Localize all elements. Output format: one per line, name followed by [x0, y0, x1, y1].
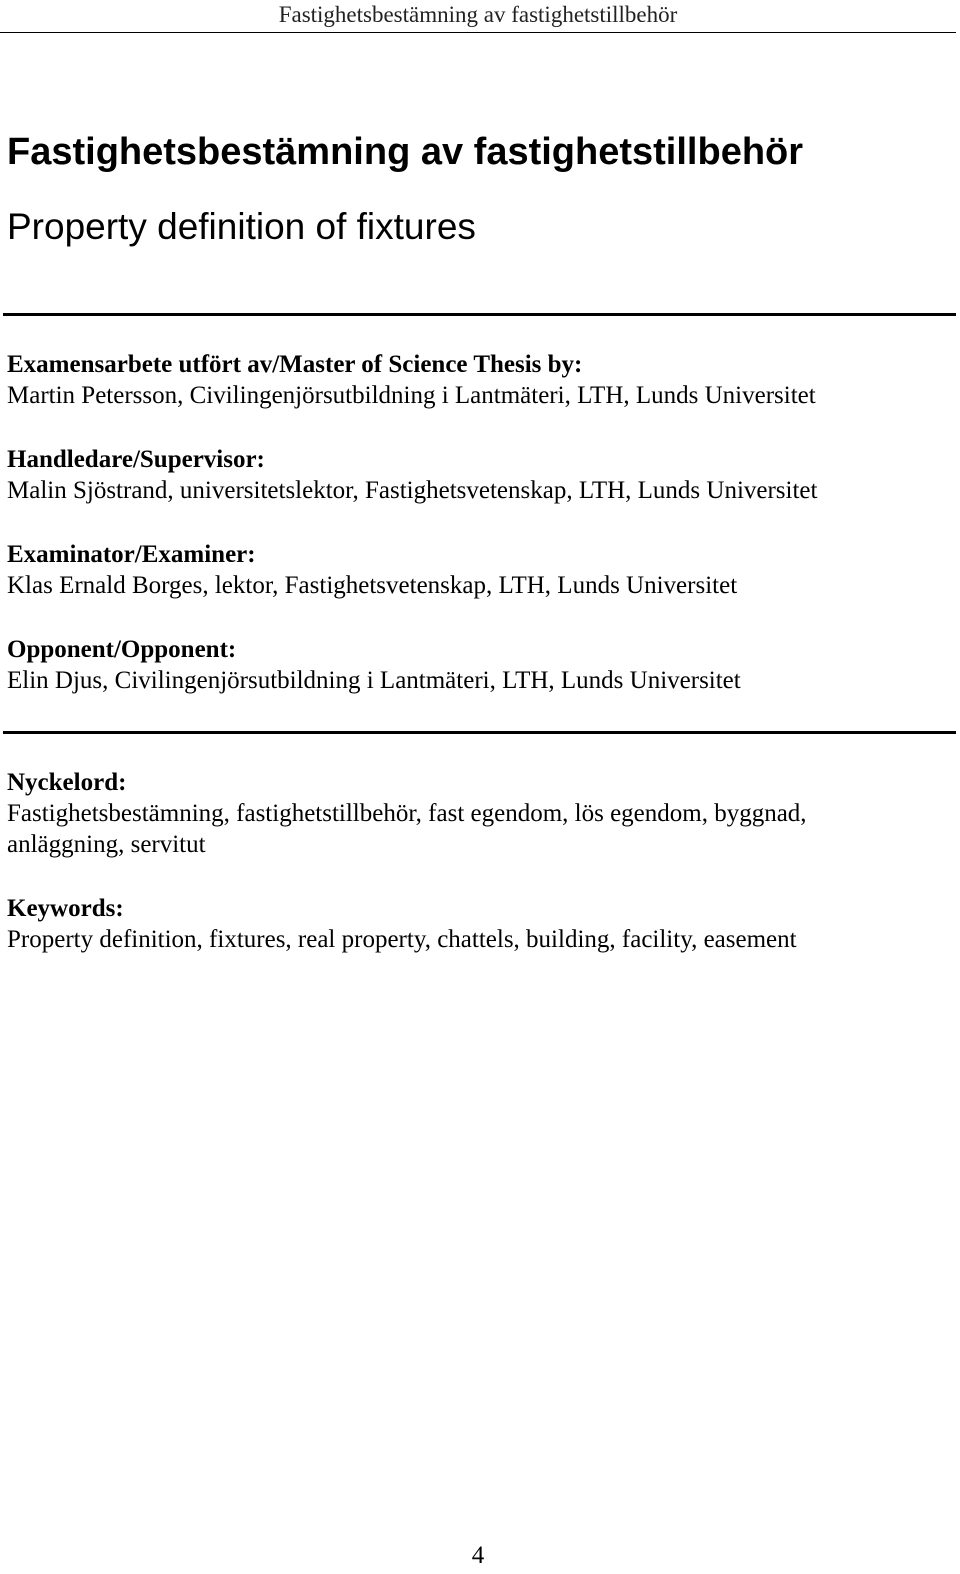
swedish-keywords-value: Fastighetsbestämning, fastighetstillbehör, fast egendom, lös egendom, byggnad, anläggning, servitut: [7, 800, 807, 858]
supervisor-label: Handledare/Supervisor:: [7, 446, 265, 473]
english-keywords-label: Keywords:: [7, 895, 124, 922]
author-label: Examensarbete utfört av/Master of Science Thesis by:: [7, 351, 583, 378]
supervisor-value: Malin Sjöstrand, universitetslektor, Fastighetsvetenskap, LTH, Lunds Universitet: [7, 477, 818, 504]
opponent-value: Elin Djus, Civilingenjörsutbildning i Lantmäteri, LTH, Lunds Universitet: [7, 667, 741, 694]
document-title-english: Property definition of fixtures: [7, 206, 476, 247]
opponent-section: [7, 634, 947, 696]
top-divider: [3, 313, 956, 316]
english-keywords-value: Property definition, fixtures, real property, chattels, building, facility, easement: [7, 926, 797, 953]
author-section: [7, 349, 947, 411]
middle-divider: [3, 731, 956, 734]
english-keywords-section: [7, 893, 947, 955]
examiner-label: Examinator/Examiner:: [7, 541, 256, 568]
document-title-swedish: Fastighetsbestämning av fastighetstillbehör: [7, 131, 804, 173]
supervisor-section: [7, 444, 947, 506]
examiner-section: [7, 539, 947, 601]
page-number: 4: [471, 1542, 485, 1569]
author-value: Martin Petersson, Civilingenjörsutbildning i Lantmäteri, LTH, Lunds Universitet: [7, 382, 816, 409]
running-header: Fastighetsbestämning av fastighetstillbehör: [0, 0, 956, 33]
swedish-keywords-label: Nyckelord:: [7, 769, 127, 796]
swedish-keywords-section: [7, 767, 907, 860]
examiner-value: Klas Ernald Borges, lektor, Fastighetsvetenskap, LTH, Lunds Universitet: [7, 572, 738, 599]
opponent-label: Opponent/Opponent:: [7, 636, 237, 663]
